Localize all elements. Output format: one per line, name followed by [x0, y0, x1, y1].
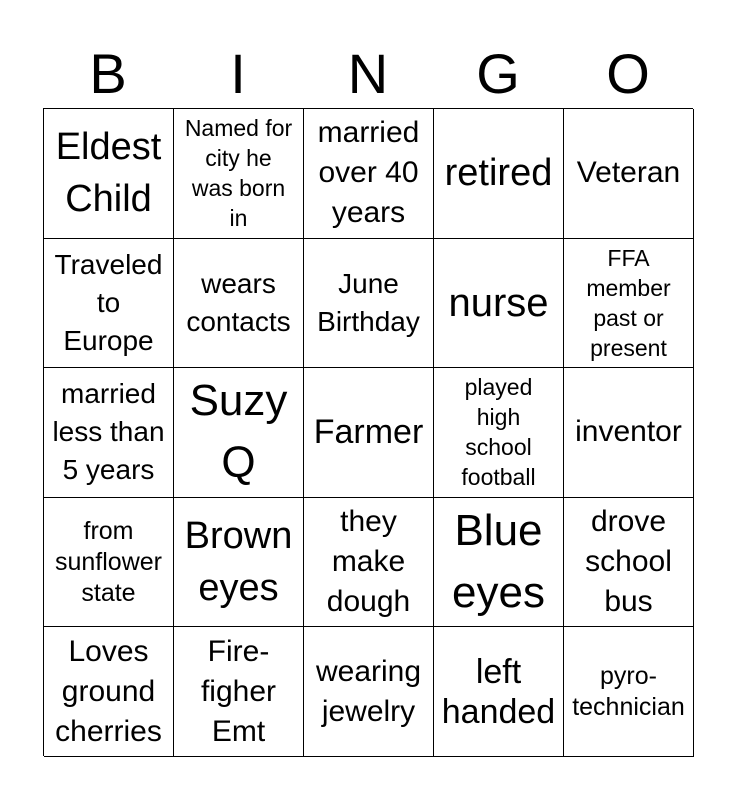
bingo-cell[interactable] — [44, 627, 174, 757]
cell-text: nurse — [448, 280, 549, 325]
header-letter-b: B — [89, 42, 127, 105]
cell-text: Veteran — [576, 156, 681, 190]
header-letter-n: N — [347, 42, 389, 105]
bingo-cell[interactable] — [434, 368, 564, 498]
cell-text: Suzy Q — [189, 376, 288, 488]
bingo-cell[interactable] — [174, 368, 304, 498]
bingo-cell[interactable] — [434, 627, 564, 757]
cell-text: Farmer — [313, 413, 424, 452]
cell-text: left handed — [441, 652, 556, 731]
cell-text: inventor — [575, 415, 682, 449]
bingo-cell[interactable] — [44, 239, 174, 369]
cell-text: married less than 5 years — [52, 378, 165, 486]
cell-text: Blue eyes — [452, 506, 545, 618]
cell-text: Eldest Child — [55, 126, 162, 221]
bingo-cell[interactable] — [304, 239, 434, 369]
bingo-cell[interactable] — [174, 498, 304, 628]
bingo-cell[interactable] — [434, 109, 564, 239]
bingo-header — [43, 40, 693, 108]
cell-text: Traveled to Europe — [54, 248, 163, 356]
bingo-cell[interactable] — [564, 368, 694, 498]
bingo-cell[interactable] — [174, 109, 304, 239]
bingo-cell[interactable] — [44, 109, 174, 239]
bingo-cell[interactable] — [564, 239, 694, 369]
bingo-cell[interactable] — [434, 239, 564, 369]
cell-text: wearing jewelry — [315, 654, 422, 728]
header-letter-g: G — [476, 42, 520, 105]
cell-text: FFA member past or present — [586, 244, 671, 361]
cell-text: they make dough — [326, 505, 411, 619]
bingo-cell[interactable] — [304, 498, 434, 628]
cell-text: wears contacts — [186, 267, 291, 337]
cell-text: from sunflower state — [55, 516, 162, 607]
header-letter-o: O — [606, 42, 650, 105]
cell-text: married over 40 years — [317, 116, 420, 230]
cell-text: Named for city he was born in — [184, 115, 293, 232]
bingo-card-grid — [43, 108, 693, 756]
bingo-cell[interactable] — [564, 109, 694, 239]
bingo-cell[interactable] — [304, 109, 434, 239]
bingo-cell[interactable] — [174, 627, 304, 757]
cell-text: retired — [444, 152, 553, 195]
bingo-cell[interactable] — [304, 627, 434, 757]
cell-text: June Birthday — [317, 267, 420, 337]
cell-text: pyro- technician — [572, 661, 685, 721]
header-letter-i: I — [230, 42, 246, 105]
bingo-cell[interactable] — [304, 368, 434, 498]
cell-text: Fire- figher Emt — [200, 634, 277, 748]
cell-text: played high school football — [461, 374, 536, 491]
cell-text: Brown eyes — [184, 515, 293, 610]
bingo-cell[interactable] — [564, 627, 694, 757]
bingo-cell[interactable] — [564, 498, 694, 628]
bingo-cell[interactable] — [44, 498, 174, 628]
bingo-cell[interactable] — [434, 498, 564, 628]
bingo-cell[interactable] — [44, 368, 174, 498]
cell-text: Loves ground cherries — [55, 634, 162, 748]
bingo-cell[interactable] — [174, 239, 304, 369]
cell-text: drove school bus — [585, 505, 672, 619]
